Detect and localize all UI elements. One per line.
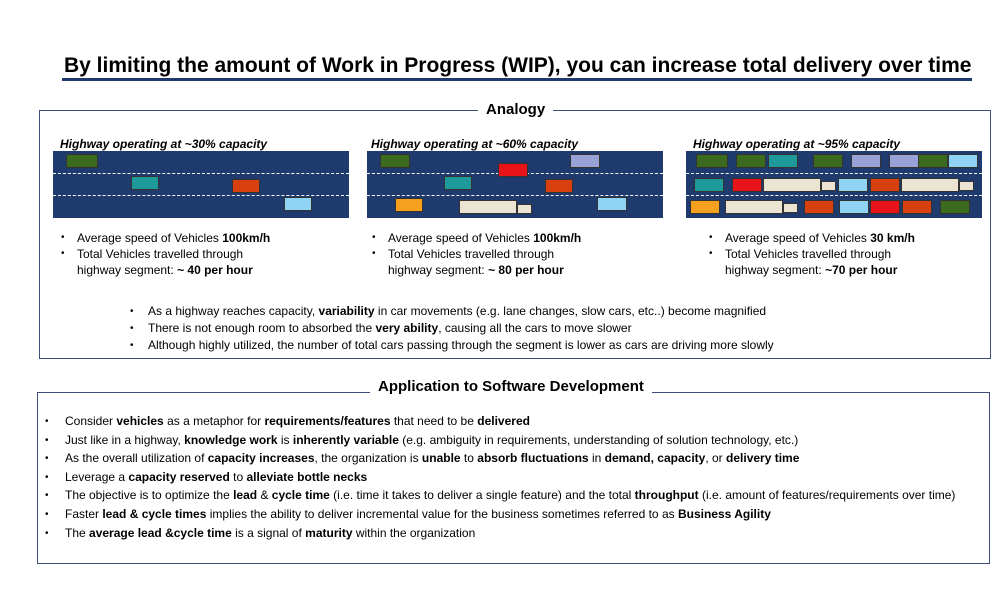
car-icon	[444, 176, 472, 190]
application-bullet	[45, 526, 975, 541]
analogy-bullet	[128, 320, 774, 337]
application-bullet	[45, 451, 975, 466]
bullet-bold: knowledge work	[184, 432, 278, 447]
bullet-text: The	[65, 525, 90, 540]
car-icon	[889, 154, 919, 168]
car-icon	[768, 154, 798, 168]
panel-label-60: Highway operating at ~60% capacity	[371, 137, 579, 151]
bullet-text: within the organization	[352, 525, 476, 540]
car-icon	[838, 178, 868, 192]
car-icon	[498, 163, 528, 177]
total-value: ~70 per hour	[825, 263, 898, 277]
lane-divider	[686, 173, 982, 174]
car-icon	[804, 200, 834, 214]
application-heading: Application to Software Development	[370, 378, 652, 395]
bullet-text: &	[257, 488, 272, 503]
lane-divider	[53, 195, 349, 196]
bullet-bold: unable	[421, 451, 461, 466]
total-line1: Total Vehicles travelled through	[725, 247, 892, 261]
lane-divider	[686, 195, 982, 196]
car-icon	[918, 154, 948, 168]
car-icon	[839, 200, 869, 214]
bullet-text: (i.e. amount of features/requirements over time)	[698, 488, 956, 503]
car-icon	[732, 178, 762, 192]
lane-divider	[53, 173, 349, 174]
bullet-text: There is not enough room to absorbed the	[148, 321, 376, 335]
bullet-bold: cycle time	[271, 488, 330, 503]
bullet-text: (i.e. time it takes to deliver a single feature) and the total	[329, 488, 635, 503]
application-bullet	[45, 507, 975, 522]
car-icon	[131, 176, 159, 190]
speed-prefix: Average speed of Vehicles	[725, 231, 871, 245]
speed-item	[57, 230, 270, 246]
truck-icon	[459, 200, 517, 214]
bullet-bold: Business Agility	[677, 506, 771, 521]
bullet-bold: demand, capacity	[604, 451, 706, 466]
highway-road-60	[367, 151, 663, 218]
total-line2: highway segment:	[725, 263, 826, 277]
bullet-text: that need to be	[390, 414, 478, 428]
truck-icon	[783, 203, 798, 213]
bullet-text: As a highway reaches capacity,	[148, 304, 319, 318]
bullet-text: , the organization is	[314, 451, 422, 466]
car-icon	[570, 154, 600, 168]
bullet-text: (e.g. ambiguity in requirements, understanding of solution technology, etc.)	[398, 432, 799, 447]
car-icon	[940, 200, 970, 214]
total-value: ~ 80 per hour	[488, 263, 564, 277]
application-bullets	[45, 414, 975, 544]
speed-value: 100km/h	[533, 231, 582, 245]
bullet-bold: average lead &cycle time	[89, 525, 232, 540]
panel-label-30: Highway operating at ~30% capacity	[60, 137, 268, 151]
truck-icon	[517, 204, 532, 214]
speed-prefix: Average speed of Vehicles	[77, 231, 223, 245]
bullet-bold: variability	[318, 304, 375, 318]
application-bullet	[45, 470, 975, 485]
application-bullet	[45, 414, 975, 429]
car-icon	[902, 200, 932, 214]
bullet-text: , or	[705, 451, 727, 466]
car-icon	[696, 154, 728, 168]
speed-item	[368, 230, 581, 246]
speed-prefix: Average speed of Vehicles	[388, 231, 534, 245]
truck-icon	[959, 181, 974, 191]
total-item	[57, 246, 270, 278]
bullet-text: as a metaphor for	[163, 414, 265, 428]
bullet-text: to	[460, 451, 478, 466]
lane-divider	[367, 195, 663, 196]
page-title: By limiting the amount of Work in Progress (WIP), you can increase total delivery over time	[64, 54, 972, 77]
speed-value: 30 km/h	[870, 231, 915, 245]
car-icon	[380, 154, 410, 168]
bullet-text: Although highly utilized, the number of total cars passing through the segment is lower as cars are driving more slowly	[148, 338, 774, 352]
bullet-bold: alleviate bottle necks	[246, 469, 368, 484]
car-icon	[870, 178, 900, 192]
bullet-bold: requirements/features	[264, 414, 391, 428]
speed-value: 100km/h	[222, 231, 271, 245]
bullet-bold: lead & cycle times	[102, 506, 207, 521]
bullet-text: , causing all the cars to move slower	[438, 321, 632, 335]
application-bullet	[45, 488, 975, 503]
bullet-text: Faster	[65, 506, 103, 521]
bullet-bold: capacity increases	[207, 451, 315, 466]
car-icon	[694, 178, 724, 192]
bullet-text: Just like in a highway,	[65, 432, 185, 447]
bullet-text: in	[588, 451, 605, 466]
bullet-bold: very ability	[375, 321, 439, 335]
bullet-bold: maturity	[305, 525, 353, 540]
analogy-bullet	[128, 337, 774, 354]
car-icon	[232, 179, 260, 193]
truck-icon	[821, 181, 836, 191]
bullet-bold: lead	[233, 488, 258, 503]
bullet-bold: throughput	[634, 488, 699, 503]
panel-bullets-95	[705, 230, 915, 278]
panel-bullets-60	[368, 230, 581, 278]
bullet-bold: capacity reserved	[128, 469, 230, 484]
bullet-bold: absorb fluctuations	[477, 451, 589, 466]
title-underline	[62, 78, 972, 81]
truck-icon	[901, 178, 959, 192]
highway-road-30	[53, 151, 349, 218]
car-icon	[284, 197, 312, 211]
total-line1: Total Vehicles travelled through	[388, 247, 555, 261]
total-item	[705, 246, 915, 278]
total-line2: highway segment:	[388, 263, 489, 277]
bullet-text: implies the ability to deliver incremental value for the business sometimes referred to as	[206, 506, 678, 521]
total-line2: highway segment:	[77, 263, 178, 277]
panel-bullets-30	[57, 230, 270, 278]
analogy-heading: Analogy	[478, 101, 553, 118]
bullet-text: is a signal of	[231, 525, 306, 540]
analogy-summary-bullets	[128, 303, 774, 354]
total-line1: Total Vehicles travelled through	[77, 247, 244, 261]
panel-label-95: Highway operating at ~95% capacity	[693, 137, 901, 151]
total-item	[368, 246, 581, 278]
car-icon	[690, 200, 720, 214]
car-icon	[851, 154, 881, 168]
application-bullet	[45, 433, 975, 448]
car-icon	[813, 154, 843, 168]
car-icon	[870, 200, 900, 214]
bullet-bold: delivery time	[726, 451, 800, 466]
bullet-text: As the overall utilization of	[65, 451, 208, 466]
highway-road-95	[686, 151, 982, 218]
car-icon	[545, 179, 573, 193]
bullet-text: Consider	[65, 414, 117, 428]
bullet-bold: vehicles	[116, 414, 164, 428]
bullet-text: is	[277, 432, 293, 447]
car-icon	[948, 154, 978, 168]
analogy-bullet	[128, 303, 774, 320]
bullet-text: in car movements (e.g. lane changes, slow cars, etc..) become magnified	[374, 304, 767, 318]
bullet-text: The objective is to optimize the	[65, 488, 234, 503]
bullet-bold: delivered	[477, 414, 530, 428]
bullet-text: to	[229, 469, 247, 484]
car-icon	[597, 197, 627, 211]
car-icon	[395, 198, 423, 212]
speed-item	[705, 230, 915, 246]
truck-icon	[763, 178, 821, 192]
total-value: ~ 40 per hour	[177, 263, 253, 277]
car-icon	[736, 154, 766, 168]
truck-icon	[725, 200, 783, 214]
car-icon	[66, 154, 98, 168]
bullet-text: Leverage a	[65, 469, 129, 484]
bullet-bold: inherently variable	[292, 432, 399, 447]
